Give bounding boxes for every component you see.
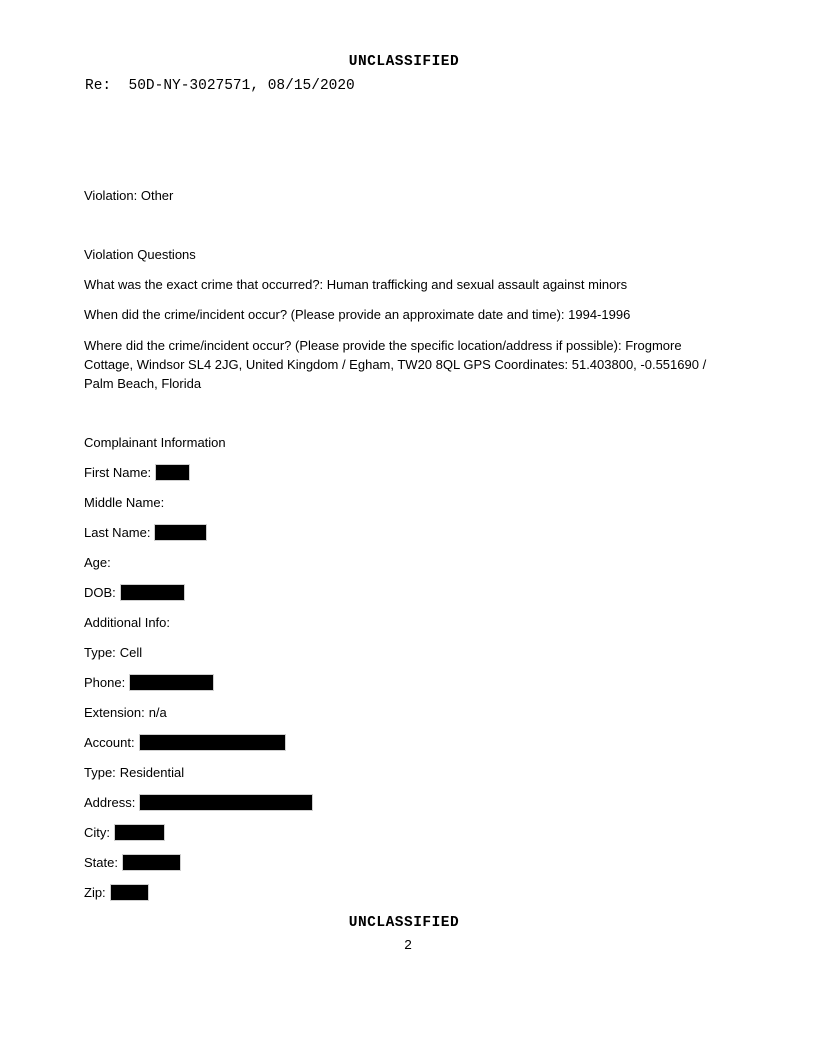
field-value: n/a <box>148 705 167 720</box>
field-label: Extension: <box>84 705 145 720</box>
field-label: State: <box>84 855 118 870</box>
field-value: Residential <box>119 765 185 780</box>
field-row <box>84 643 734 662</box>
field-label: Last Name: <box>84 525 151 540</box>
field-label: Type: <box>84 645 116 660</box>
question-where-line-3: Palm Beach, Florida <box>84 376 202 391</box>
field-row <box>84 463 734 482</box>
field-row <box>84 673 734 692</box>
field-row <box>84 703 734 722</box>
page-number: 2 <box>403 939 413 954</box>
field-row <box>84 523 734 542</box>
field-row <box>84 883 734 902</box>
classification-header: UNCLASSIFIED <box>348 54 460 70</box>
field-label: DOB: <box>84 585 116 600</box>
complainant-fields <box>84 463 734 902</box>
case-reference-line: Re: 50D-NY-3027571, 08/15/2020 <box>85 78 355 94</box>
field-row <box>84 853 734 872</box>
redaction-box <box>111 885 148 900</box>
field-label: Additional Info: <box>84 615 171 630</box>
question-what-crime: What was the exact crime that occurred?: Human trafficking and sexual assault against minors <box>84 277 628 292</box>
field-label: Address: <box>84 795 136 810</box>
redaction-box <box>155 525 206 540</box>
field-row <box>84 493 734 512</box>
redaction-box <box>140 735 285 750</box>
violation-line: Violation: Other <box>84 188 174 203</box>
field-label: First Name: <box>84 465 152 480</box>
field-label: Age: <box>84 555 111 570</box>
field-label: Account: <box>84 735 135 750</box>
complainant-heading: Complainant Information <box>84 435 226 450</box>
violation-questions-heading: Violation Questions <box>84 247 196 262</box>
field-label: Zip: <box>84 885 106 900</box>
field-row <box>84 553 734 572</box>
document-body <box>84 186 734 913</box>
classification-footer: UNCLASSIFIED <box>348 915 460 931</box>
question-when-crime: When did the crime/incident occur? (Please provide an approximate date and time): 1994-1996 <box>84 307 631 322</box>
redaction-box <box>115 825 164 840</box>
field-label: Type: <box>84 765 116 780</box>
question-where-crime <box>84 336 734 393</box>
field-value: Cell <box>119 645 143 660</box>
redaction-box <box>121 585 184 600</box>
field-row <box>84 823 734 842</box>
question-where-line-2: Cottage, Windsor SL4 2JG, United Kingdom / Egham, TW20 8QL GPS Coordinates: 51.403800, -0.551690 / <box>84 357 707 372</box>
field-label: Middle Name: <box>84 495 165 510</box>
redaction-box <box>123 855 180 870</box>
redaction-box <box>130 675 213 690</box>
field-row <box>84 583 734 602</box>
redaction-box <box>140 795 312 810</box>
question-where-line-1: Where did the crime/incident occur? (Please provide the specific location/address if possible): Frogmore <box>84 338 682 353</box>
field-label: City: <box>84 825 110 840</box>
field-row <box>84 733 734 752</box>
field-label: Phone: <box>84 675 126 690</box>
redaction-box <box>156 465 189 480</box>
field-row <box>84 763 734 782</box>
field-row <box>84 613 734 632</box>
field-row <box>84 793 734 812</box>
